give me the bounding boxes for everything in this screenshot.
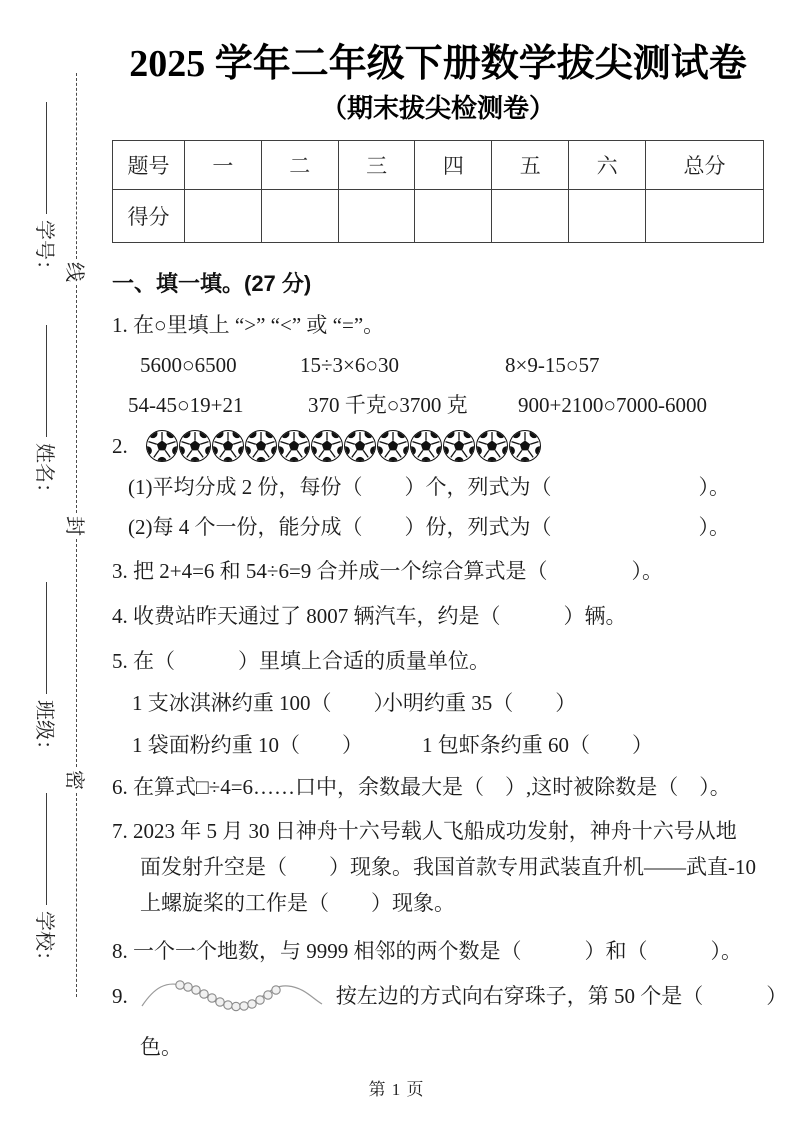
question-7-line1: 7. 2023 年 5 月 30 日神舟十六号载人飞船成功发射，神舟十六号从地	[112, 819, 737, 843]
soccer-ball-icon	[179, 430, 211, 462]
section-heading: 一、填一填。(27 分)	[112, 271, 312, 296]
score-cell	[185, 190, 262, 243]
beads-image	[136, 974, 326, 1018]
question-1-row1	[112, 352, 764, 378]
unit-item: 1 袋面粉约重 10（ ）	[132, 733, 363, 757]
score-cell	[415, 190, 492, 243]
compare-item: 5600○6500	[140, 353, 237, 377]
write-line	[47, 325, 48, 437]
seal-dash-segment	[77, 539, 78, 767]
compare-item: 900+2100○7000-6000	[518, 393, 708, 417]
score-cell	[492, 190, 569, 243]
paper-content	[112, 38, 788, 1060]
question-2-number: 2.	[112, 434, 128, 458]
sidefield-label: 学校：	[33, 911, 56, 971]
unit-item: 1 包虾条约重 60（ ）	[422, 733, 653, 757]
score-header-cell: 五	[492, 141, 569, 190]
question-7-line3: 上螺旋桨的工作是（ ）现象。	[140, 891, 455, 915]
question-1-row2	[112, 392, 764, 418]
sidefield-label: 姓名：	[33, 443, 56, 503]
question-2-sub2: (2)每 4 个一份，能分成（ ）份，列式为（ ）。	[128, 515, 730, 539]
soccer-ball-icon	[443, 430, 475, 462]
score-row-label: 得分	[113, 190, 185, 243]
seal-char: 线	[63, 262, 86, 282]
soccer-ball-icon	[278, 430, 310, 462]
question-2-sub1: (1)平均分成 2 份，每份（ ）个，列式为（ ）。	[128, 475, 730, 499]
score-cell	[569, 190, 646, 243]
soccer-ball-icon	[311, 430, 343, 462]
sidefield-label: 学号：	[33, 220, 56, 280]
soccer-ball-icon	[212, 430, 244, 462]
sidefield-label: 班级：	[33, 700, 56, 760]
score-header-cell: 一	[185, 141, 262, 190]
soccer-balls-image	[146, 430, 542, 462]
question-3-text: 3. 把 2+4=6 和 54÷6=9 合并成一个综合算式是（ ）。	[112, 559, 664, 583]
sidefield-name	[34, 325, 60, 515]
score-header-cell: 六	[569, 141, 646, 190]
score-header-cell: 二	[261, 141, 338, 190]
soccer-ball-icon	[410, 430, 442, 462]
write-line	[47, 793, 48, 905]
score-header-cell: 总分	[646, 141, 764, 190]
soccer-ball-icon	[344, 430, 376, 462]
question-9-text: 按左边的方式向右穿珠子，第 50 个是（ ）	[335, 984, 788, 1008]
write-line	[47, 102, 48, 214]
page-title: 2025 学年二年级下册数学拔尖测试卷	[129, 43, 747, 85]
soccer-ball-icon	[245, 430, 277, 462]
question-7-line2: 面发射升空是（ ）现象。我国首款专用武装直升机——武直-10	[140, 855, 756, 879]
question-2	[112, 430, 764, 462]
score-header-cell: 四	[415, 141, 492, 190]
question-9-number: 9.	[112, 984, 128, 1008]
page-number: 第 1 页	[368, 1080, 425, 1099]
sidefield-class	[34, 582, 60, 772]
compare-item: 8×9-15○57	[505, 353, 600, 377]
unit-item: 小明约重 35（ ）	[382, 691, 577, 715]
seal-char: 封	[63, 516, 86, 536]
question-5-row2	[112, 732, 764, 758]
score-cell	[338, 190, 415, 243]
score-table	[112, 140, 764, 243]
score-cell	[261, 190, 338, 243]
question-8-text: 8. 一个一个地数，与 9999 相邻的两个数是（ ）和（ ）。	[112, 939, 742, 963]
sidefield-school	[34, 793, 60, 983]
write-line	[47, 582, 48, 694]
soccer-ball-icon	[146, 430, 178, 462]
seal-char: 密	[63, 770, 86, 790]
question-6-text: 6. 在算式□÷4=6……口中，余数最大是（ ）,这时被除数是（ ）。	[112, 775, 731, 799]
sidefield-student-number	[34, 102, 60, 292]
seal-dash-segment	[77, 793, 78, 997]
question-9	[112, 974, 788, 1018]
question-9-text2: 色。	[140, 1035, 182, 1059]
seal-dash-segment	[77, 285, 78, 513]
seal-dash-segment	[77, 73, 78, 259]
compare-item: 54-45○19+21	[128, 393, 244, 417]
seal-line	[65, 73, 89, 997]
question-4-text: 4. 收费站昨天通过了 8007 辆汽车，约是（ ）辆。	[112, 604, 627, 628]
soccer-ball-icon	[377, 430, 409, 462]
soccer-ball-icon	[476, 430, 508, 462]
soccer-ball-icon	[509, 430, 541, 462]
unit-item: 1 支冰淇淋约重 100（ ）	[132, 691, 395, 715]
question-5-text: 5. 在（ ）里填上合适的质量单位。	[112, 649, 490, 673]
score-header-cell: 三	[338, 141, 415, 190]
page-subtitle: （期末拔尖检测卷）	[320, 94, 555, 123]
score-header-cell: 题号	[113, 141, 185, 190]
compare-item: 370 千克○3700 克	[308, 393, 468, 417]
compare-item: 15÷3×6○30	[300, 353, 400, 377]
question-5-row1	[112, 690, 764, 716]
question-1-text: 1. 在○里填上 “>” “<” 或 “=”。	[112, 313, 385, 337]
score-cell	[646, 190, 764, 243]
